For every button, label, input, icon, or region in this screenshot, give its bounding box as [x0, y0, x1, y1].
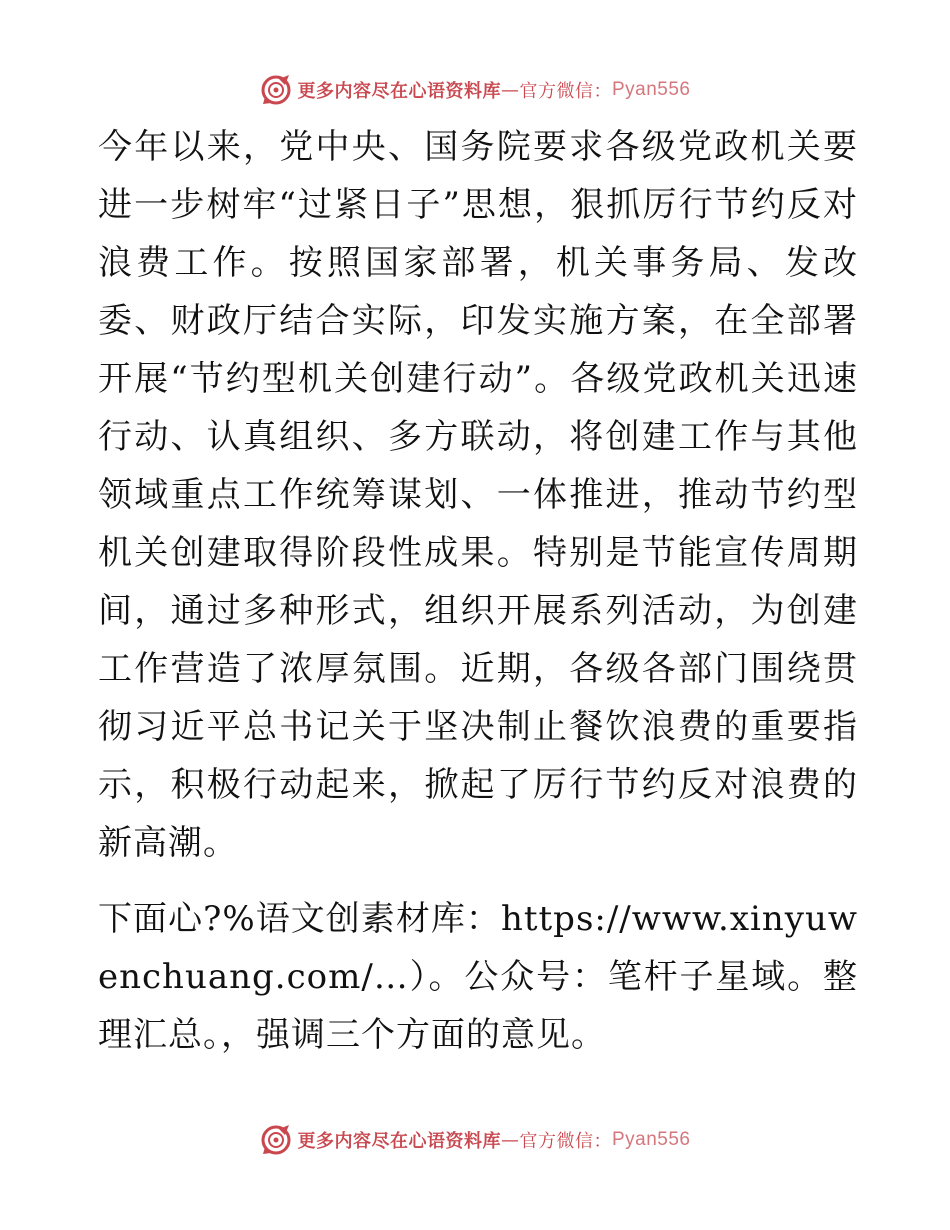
- watermark-account-label: 官方微信：: [519, 1131, 612, 1152]
- header-watermark: [0, 70, 950, 110]
- watermark-dash: —: [500, 79, 520, 101]
- watermark-dash: —: [500, 1129, 520, 1151]
- brand-logo-icon: [259, 1123, 293, 1157]
- watermark-account-id: Pyan556: [611, 79, 691, 100]
- brand-logo-icon: [259, 73, 293, 107]
- watermark-main-text: 更多内容尽在心语资料库: [297, 81, 501, 102]
- paragraph-2: 下面心?%语文创素材库：https://www.xinyuwenchuang.com/…）。公众号：笔杆子星域。整理汇总。，强调三个方面的意见。: [98, 899, 858, 1055]
- paragraph-1: 今年以来，党中央、国务院要求各级党政机关要进一步树牢“过紧日子”思想，狠抓厉行节约反对浪费工作。按照国家部署，机关事务局、发改委、财政厅结合实际，印发实施方案，在全部署开展“节约型机关创建行动”。各级党政机关迅速行动、认真组织、多方联动，将创建工作与其他领域重点工作统筹谋划、一体推进，推动节约型机关创建取得阶段性成果。特别是节能宣传周期间，通过多种形式，组织开展系列活动，为创建工作营造了浓厚氛围。近期，各级各部门围绕贯彻习近平总书记关于坚决制止餐饮浪费的重要指示，积极行动起来，掀起了厉行节约反对浪费的新高潮。: [98, 127, 858, 863]
- watermark-account-id: Pyan556: [611, 1129, 691, 1150]
- watermark-main-text: 更多内容尽在心语资料库: [297, 1131, 501, 1152]
- document-body: [98, 118, 858, 1064]
- footer-watermark: [0, 1120, 950, 1160]
- watermark-account-label: 官方微信：: [519, 81, 612, 102]
